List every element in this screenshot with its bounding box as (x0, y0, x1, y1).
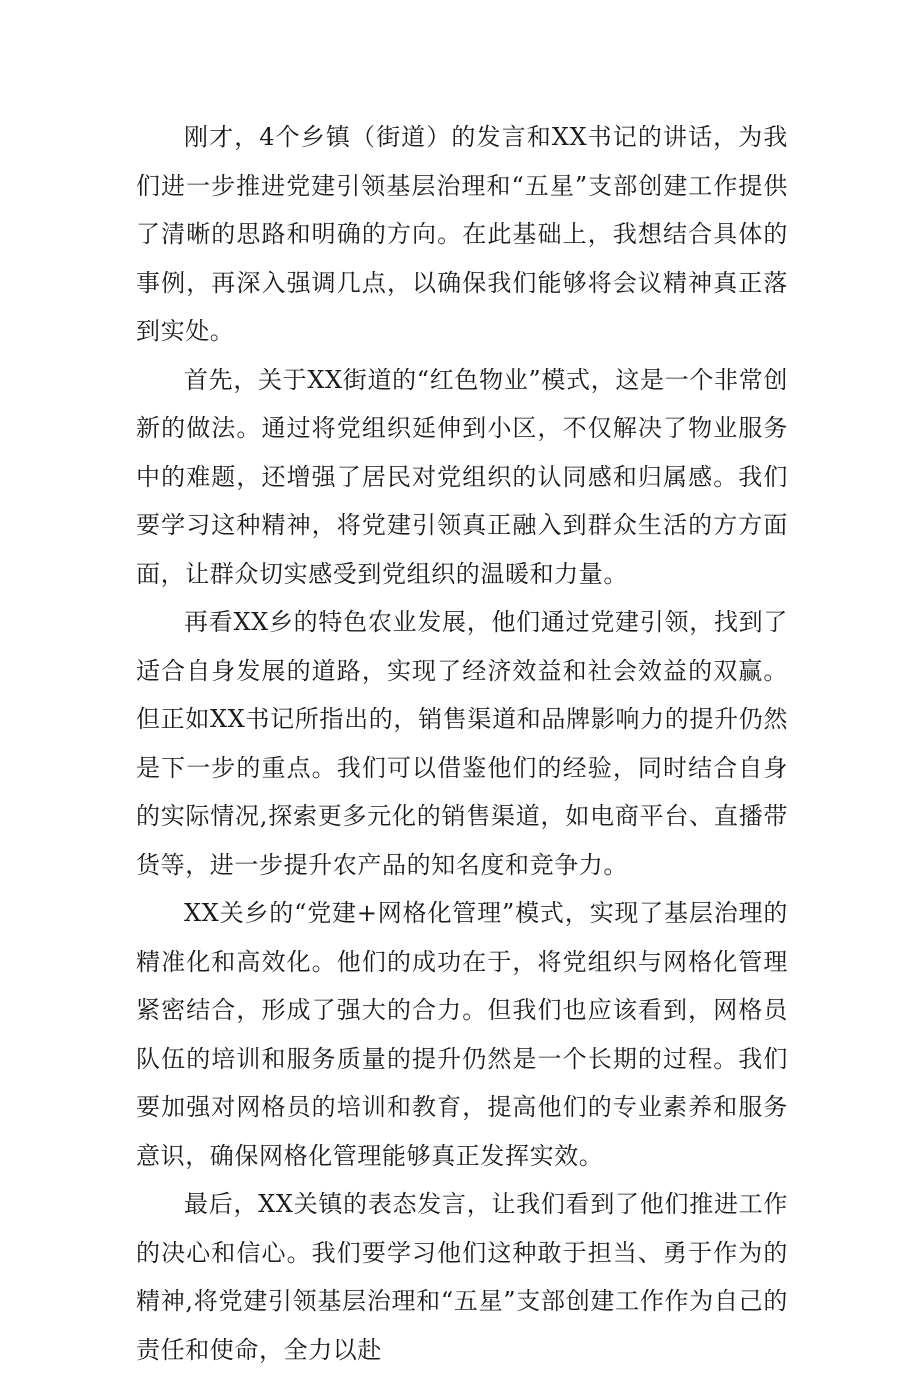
paragraph-2: 首先，关于XX街道的“红色物业”模式，这是一个非常创新的做法。通过将党组织延伸到小区，不仅解决了物业服务中的难题，还增强了居民对党组织的认同感和归属感。我们要学习这种精神，将党建引领真正融入到群众生活的方方面面，让群众切实感受到党组织的温暖和力量。 (136, 365, 788, 588)
paragraph-5: 最后，XX关镇的表态发言，让我们看到了他们推进工作的决心和信心。我们要学习他们这种敢于担当、勇于作为的精神,将党建引领基层治理和“五星”支部创建工作作为自己的责任和使命，全力以赴 (136, 1190, 788, 1364)
paragraph-4: XX关乡的“党建+网格化管理”模式，实现了基层治理的精准化和高效化。他们的成功在于，将党组织与网格化管理紧密结合，形成了强大的合力。但我们也应该看到，网格员队伍的培训和服务质量的提升仍然是一个长期的过程。我们要加强对网格员的培训和教育，提高他们的专业素养和服务意识，确保网格化管理能够真正发挥实效。 (136, 899, 788, 1170)
paragraph-1: 刚才，4个乡镇（街道）的发言和XX书记的讲话，为我们进一步推进党建引领基层治理和“五星”支部创建工作提供了清晰的思路和明确的方向。在此基础上，我想结合具体的事例，再深入强调几点，以确保我们能够将会议精神真正落到实处。 (136, 123, 788, 345)
document-body (136, 113, 788, 1374)
paragraph-3: 再看XX乡的特色农业发展，他们通过党建引领，找到了适合自身发展的道路，实现了经济效益和社会效益的双赢。但正如XX书记所指出的，销售渠道和品牌影响力的提升仍然是下一步的重点。我们可以借鉴他们的经验，同时结合自身的实际情况,探索更多元化的销售渠道，如电商平台、直播带货等，进一步提升农产品的知名度和竞争力。 (136, 608, 788, 879)
